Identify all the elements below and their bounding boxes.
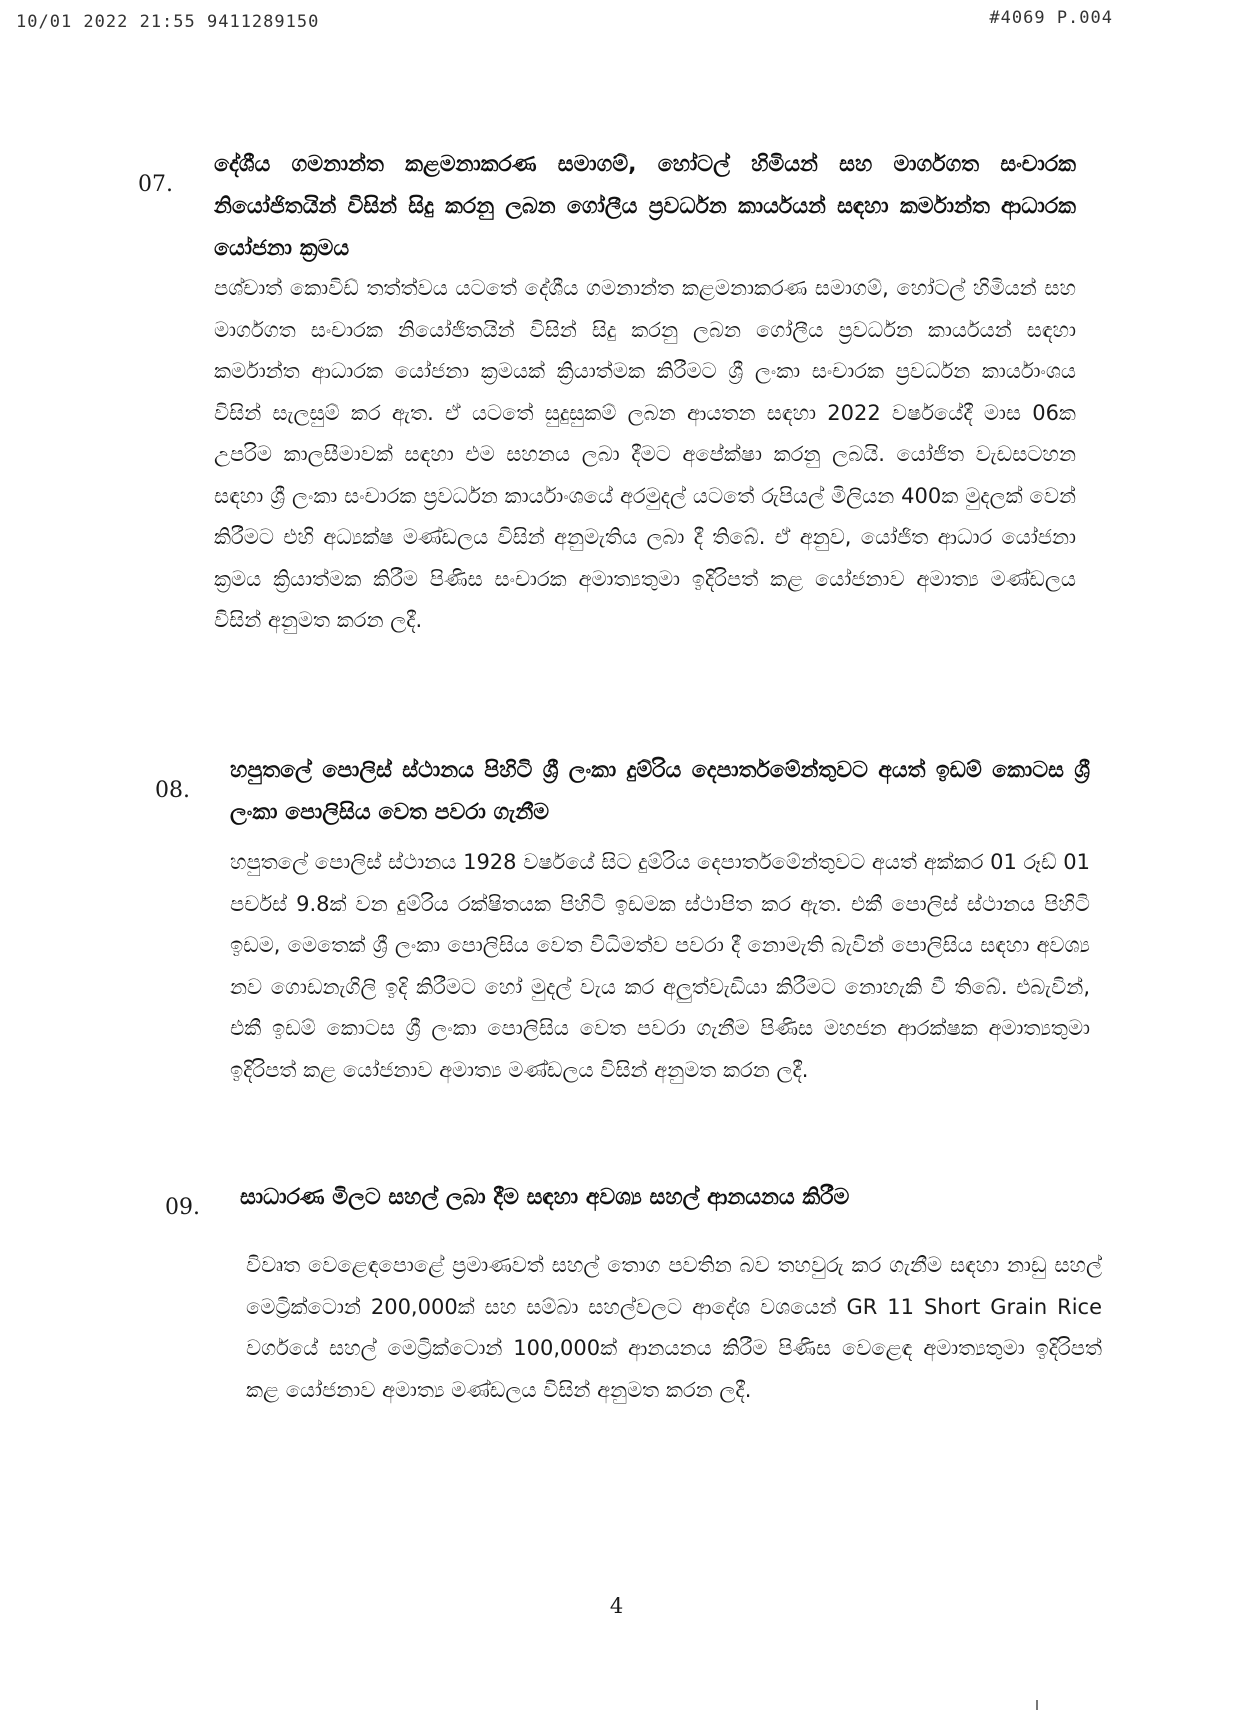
item-body: විවෘත වෙළෙඳපොළේ ප්‍රමාණවත් සහල් තොග පවතින බව තහවුරු කර ගැනීම සඳහා නාඩු සහල් මෙට්‍රික්ටොන් 200,000ක් සහ සම්බා සහල්වලට ආදේශ වශයෙන් GR 11 Short Grain Rice වර්ගයේ සහල් මෙට්‍රික්ටොන් 100,000ක් ආනයනය කිරීම පිණිස වෙළෙඳ අමාත්‍යතුමා ඉදිරිපත් කළ යෝජනාව අමාත්‍ය මණ්ඩලය විසින් අනුමත කරන ලදී.: [246, 1253, 1102, 1402]
item-number: 09.: [165, 1195, 200, 1220]
fax-page-ref: #4069 P.004: [989, 8, 1113, 28]
scan-mark: [1036, 1700, 1038, 1710]
page-number: 4: [609, 1594, 624, 1618]
fax-timestamp: 10/01 2022 21:55 9411289150: [16, 12, 320, 32]
fax-header: [0, 6, 1233, 34]
item-body: පශ්චාත් කොවිඩ් තත්ත්වය යටතේ දේශීය ගමනාන්ත කළමනාකරණ සමාගම්, හෝටල් හිමියන් සහ මාර්ගගත සංචාරක නියෝජිතයින් විසින් සිදු කරනු ලබන ගෝලීය ප්‍රවර්ධන කාර්යයන් සඳහා කර්මාන්ත ආධාරක යෝජනා ක්‍රමයක් ක්‍රියාත්මක කිරීමට ශ්‍රී ලංකා සංචාරක ප්‍රවර්ධන කාර්යාංශය විසින් සැලසුම් කර ඇත. ඒ යටතේ සුදුසුකම් ලබන ආයතන සඳහා 2022 වර්ෂයේදී මාස 06ක උපරිම කාලසීමාවක් සඳහා එම සහනය ලබා දීමට අපේක්ෂා කරනු ලබයි. යෝජිත වැඩසටහන සඳහා ශ්‍රී ලංකා සංචාරක ප්‍රවර්ධන කාර්යාංශයේ අරමුදල් යටතේ රුපියල් මිලියන 400ක මුදලක් වෙන් කිරීමට එහි අධ්‍යක්ෂ මණ්ඩලය විසින් අනුමැතිය ලබා දී තිබේ. ඒ අනුව, යෝජිත ආධාර යෝජනා ක්‍රමය ක්‍රියාත්මක කිරීම පිණිස සංචාරක අමාත්‍යතුමා ඉදිරිපත් කළ යෝජනාව අමාත්‍ය මණ්ඩලය විසින් අනුමත කරන ලදී.: [214, 276, 1076, 632]
item-number: 07.: [138, 172, 173, 197]
item-body: හපුතලේ පොලිස් ස්ථානය 1928 වර්ෂයේ සිට දුම්රිය දෙපාර්තමේන්තුවට අයත් අක්කර 01 රූඩ් 01 පර්චස් 9.8ක් වන දුම්රිය රක්ෂිතයක පිහිටි ඉඩමක ස්ථාපිත කර ඇත. එකී පොලිස් ස්ථානය පිහිටි ඉඩම, මෙතෙක් ශ්‍රී ලංකා පොලිසිය වෙත විධිමත්ව පවරා දී නොමැති බැවින් පොලිසිය සඳහා අවශ්‍ය නව ගොඩනැගිලි ඉදි කිරීමට හෝ මුදල් වැය කර අලුත්වැඩියා කිරීමට නොහැකි වී තිබේ. එබැවින්, එකී ඉඩම් කොටස ශ්‍රී ලංකා පොලිසිය වෙත පවරා ගැනීම පිණිස මහජන ආරක්ෂක අමාත්‍යතුමා ඉදිරිපත් කළ යෝජනාව අමාත්‍ය මණ්ඩලය විසින් අනුමත කරන ලදී.: [230, 850, 1090, 1082]
item-title: හපුතලේ පොලිස් ස්ථානය පිහිටි ශ්‍රී ලංකා දුම්රිය දෙපාර්තමේන්තුවට අයත් ඉඩම් කොටස ශ්‍රී ලංකා පොලිසිය වෙත පවරා ගැනීම: [230, 758, 1090, 825]
item-title: දේශීය ගමනාන්ත කළමනාකරණ සමාගම්, හෝටල් හිමියන් සහ මාර්ගගත සංචාරක නියෝජිතයින් විසින් සිදු කරනු ලබන ගෝලීය ප්‍රවර්ධන කාර්යයන් සඳහා කර්මාන්ත ආධාරක යෝජනා ක්‍රමය: [214, 152, 1076, 261]
item-number: 08.: [155, 778, 190, 803]
item-title: සාධාරණ මිලට සහල් ලබා දීම සඳහා අවශ්‍ය සහල් ආනයනය කිරීම: [240, 1185, 850, 1210]
